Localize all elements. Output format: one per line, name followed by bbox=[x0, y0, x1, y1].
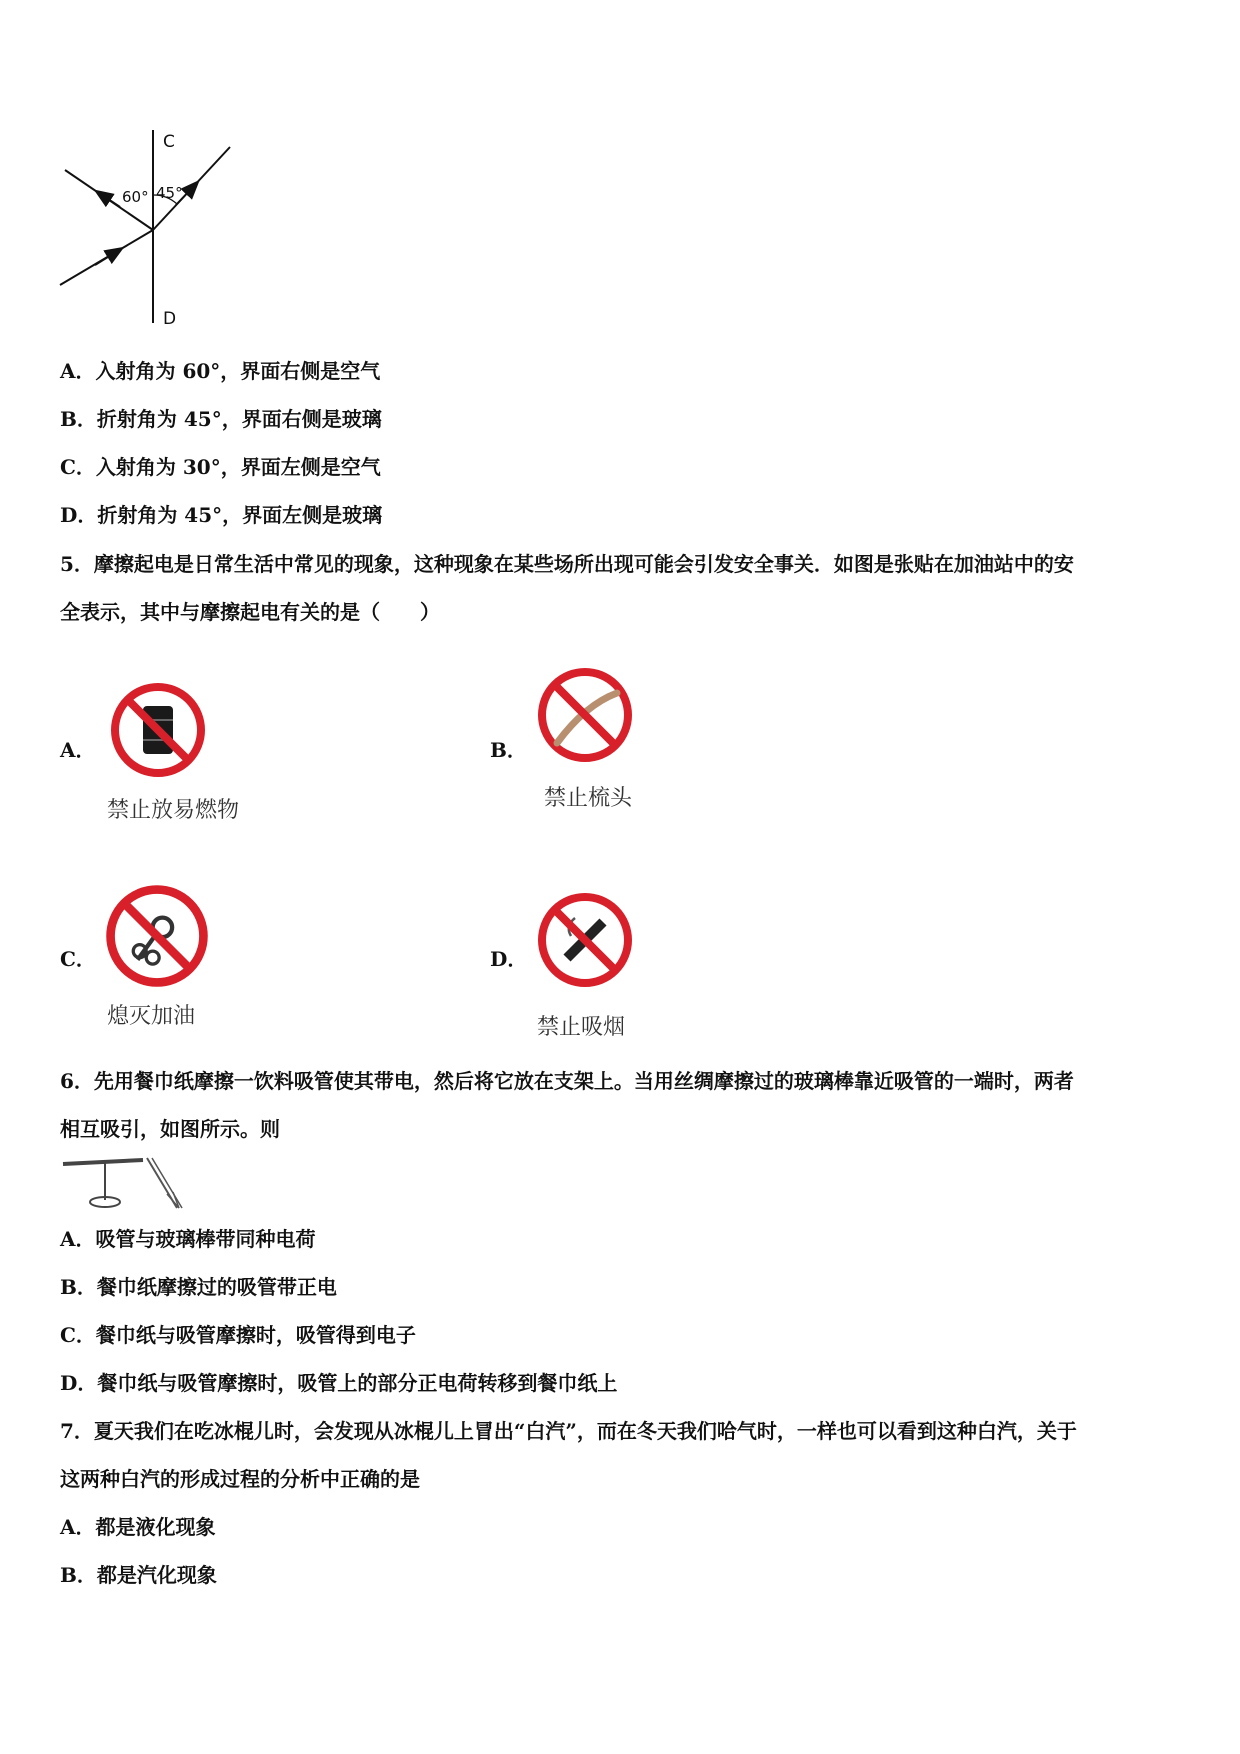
label-c: C bbox=[163, 132, 175, 152]
angle-left-label: 60° bbox=[122, 188, 149, 206]
q4-option-c: C．入射角为 30°，界面左侧是空气 bbox=[60, 455, 381, 479]
q5-option-a-letter: A． bbox=[60, 738, 96, 762]
q7-stem-line1: 7．夏天我们在吃冰棍儿时，会发现从冰棍儿上冒出“白汽”，而在冬天我们哈气时，一样也可以看到这种白汽，关于 bbox=[60, 1419, 1077, 1443]
q6-stem-line1: 6．先用餐巾纸摩擦一饮料吸管使其带电，然后将它放在支架上。当用丝绸摩擦过的玻璃棒靠近吸管的一端时，两者 bbox=[60, 1069, 1074, 1093]
q5-option-b-caption: 禁止梳头 bbox=[544, 786, 633, 811]
q6-stem-line2: 相互吸引，如图所示。则 bbox=[60, 1117, 280, 1141]
angle-right-label: 45° bbox=[156, 184, 183, 202]
q5-stem-line2: 全表示，其中与摩擦起电有关的是（ ） bbox=[60, 600, 440, 624]
q6-option-d: D．餐巾纸与吸管摩擦时，吸管上的部分正电荷转移到餐巾纸上 bbox=[60, 1371, 618, 1395]
label-d: D bbox=[163, 309, 177, 329]
q5-option-d-letter: D． bbox=[490, 947, 528, 971]
q6-option-c: C．餐巾纸与吸管摩擦时，吸管得到电子 bbox=[60, 1323, 416, 1347]
flammable-barrel-icon bbox=[108, 680, 208, 780]
q4-option-d: D．折射角为 45°，界面左侧是玻璃 bbox=[60, 503, 383, 527]
comb-icon bbox=[535, 665, 635, 765]
q6-option-b: B．餐巾纸摩擦过的吸管带正电 bbox=[60, 1275, 337, 1299]
q6-option-a: A．吸管与玻璃棒带同种电荷 bbox=[60, 1227, 316, 1251]
q4-option-a: A．入射角为 60°，界面右侧是空气 bbox=[60, 359, 381, 383]
q7-option-b: B．都是汽化现象 bbox=[60, 1563, 217, 1587]
refraction-diagram bbox=[50, 125, 250, 335]
q7-option-a: A．都是液化现象 bbox=[60, 1515, 216, 1539]
q5-option-b-letter: B． bbox=[490, 738, 527, 762]
q5-stem-line1: 5．摩擦起电是日常生活中常见的现象，这种现象在某些场所出现可能会引发安全事关．如图是张贴在加油站中的安 bbox=[60, 552, 1074, 576]
q5-option-c-caption: 熄灭加油 bbox=[107, 1004, 196, 1029]
straw-stand-diagram bbox=[55, 1152, 190, 1214]
incident-arrow bbox=[95, 252, 116, 265]
q5-option-c-letter: C． bbox=[60, 947, 96, 971]
q4-option-b: B．折射角为 45°，界面右侧是玻璃 bbox=[60, 407, 382, 431]
q5-option-d-caption: 禁止吸烟 bbox=[537, 1015, 626, 1040]
engine-keys-icon bbox=[103, 882, 211, 990]
q5-option-a-caption: 禁止放易燃物 bbox=[107, 798, 240, 823]
reflected-arrow bbox=[102, 195, 120, 207]
q7-stem-line2: 这两种白汽的形成过程的分析中正确的是 bbox=[60, 1467, 420, 1491]
cigarette-icon bbox=[535, 890, 635, 990]
